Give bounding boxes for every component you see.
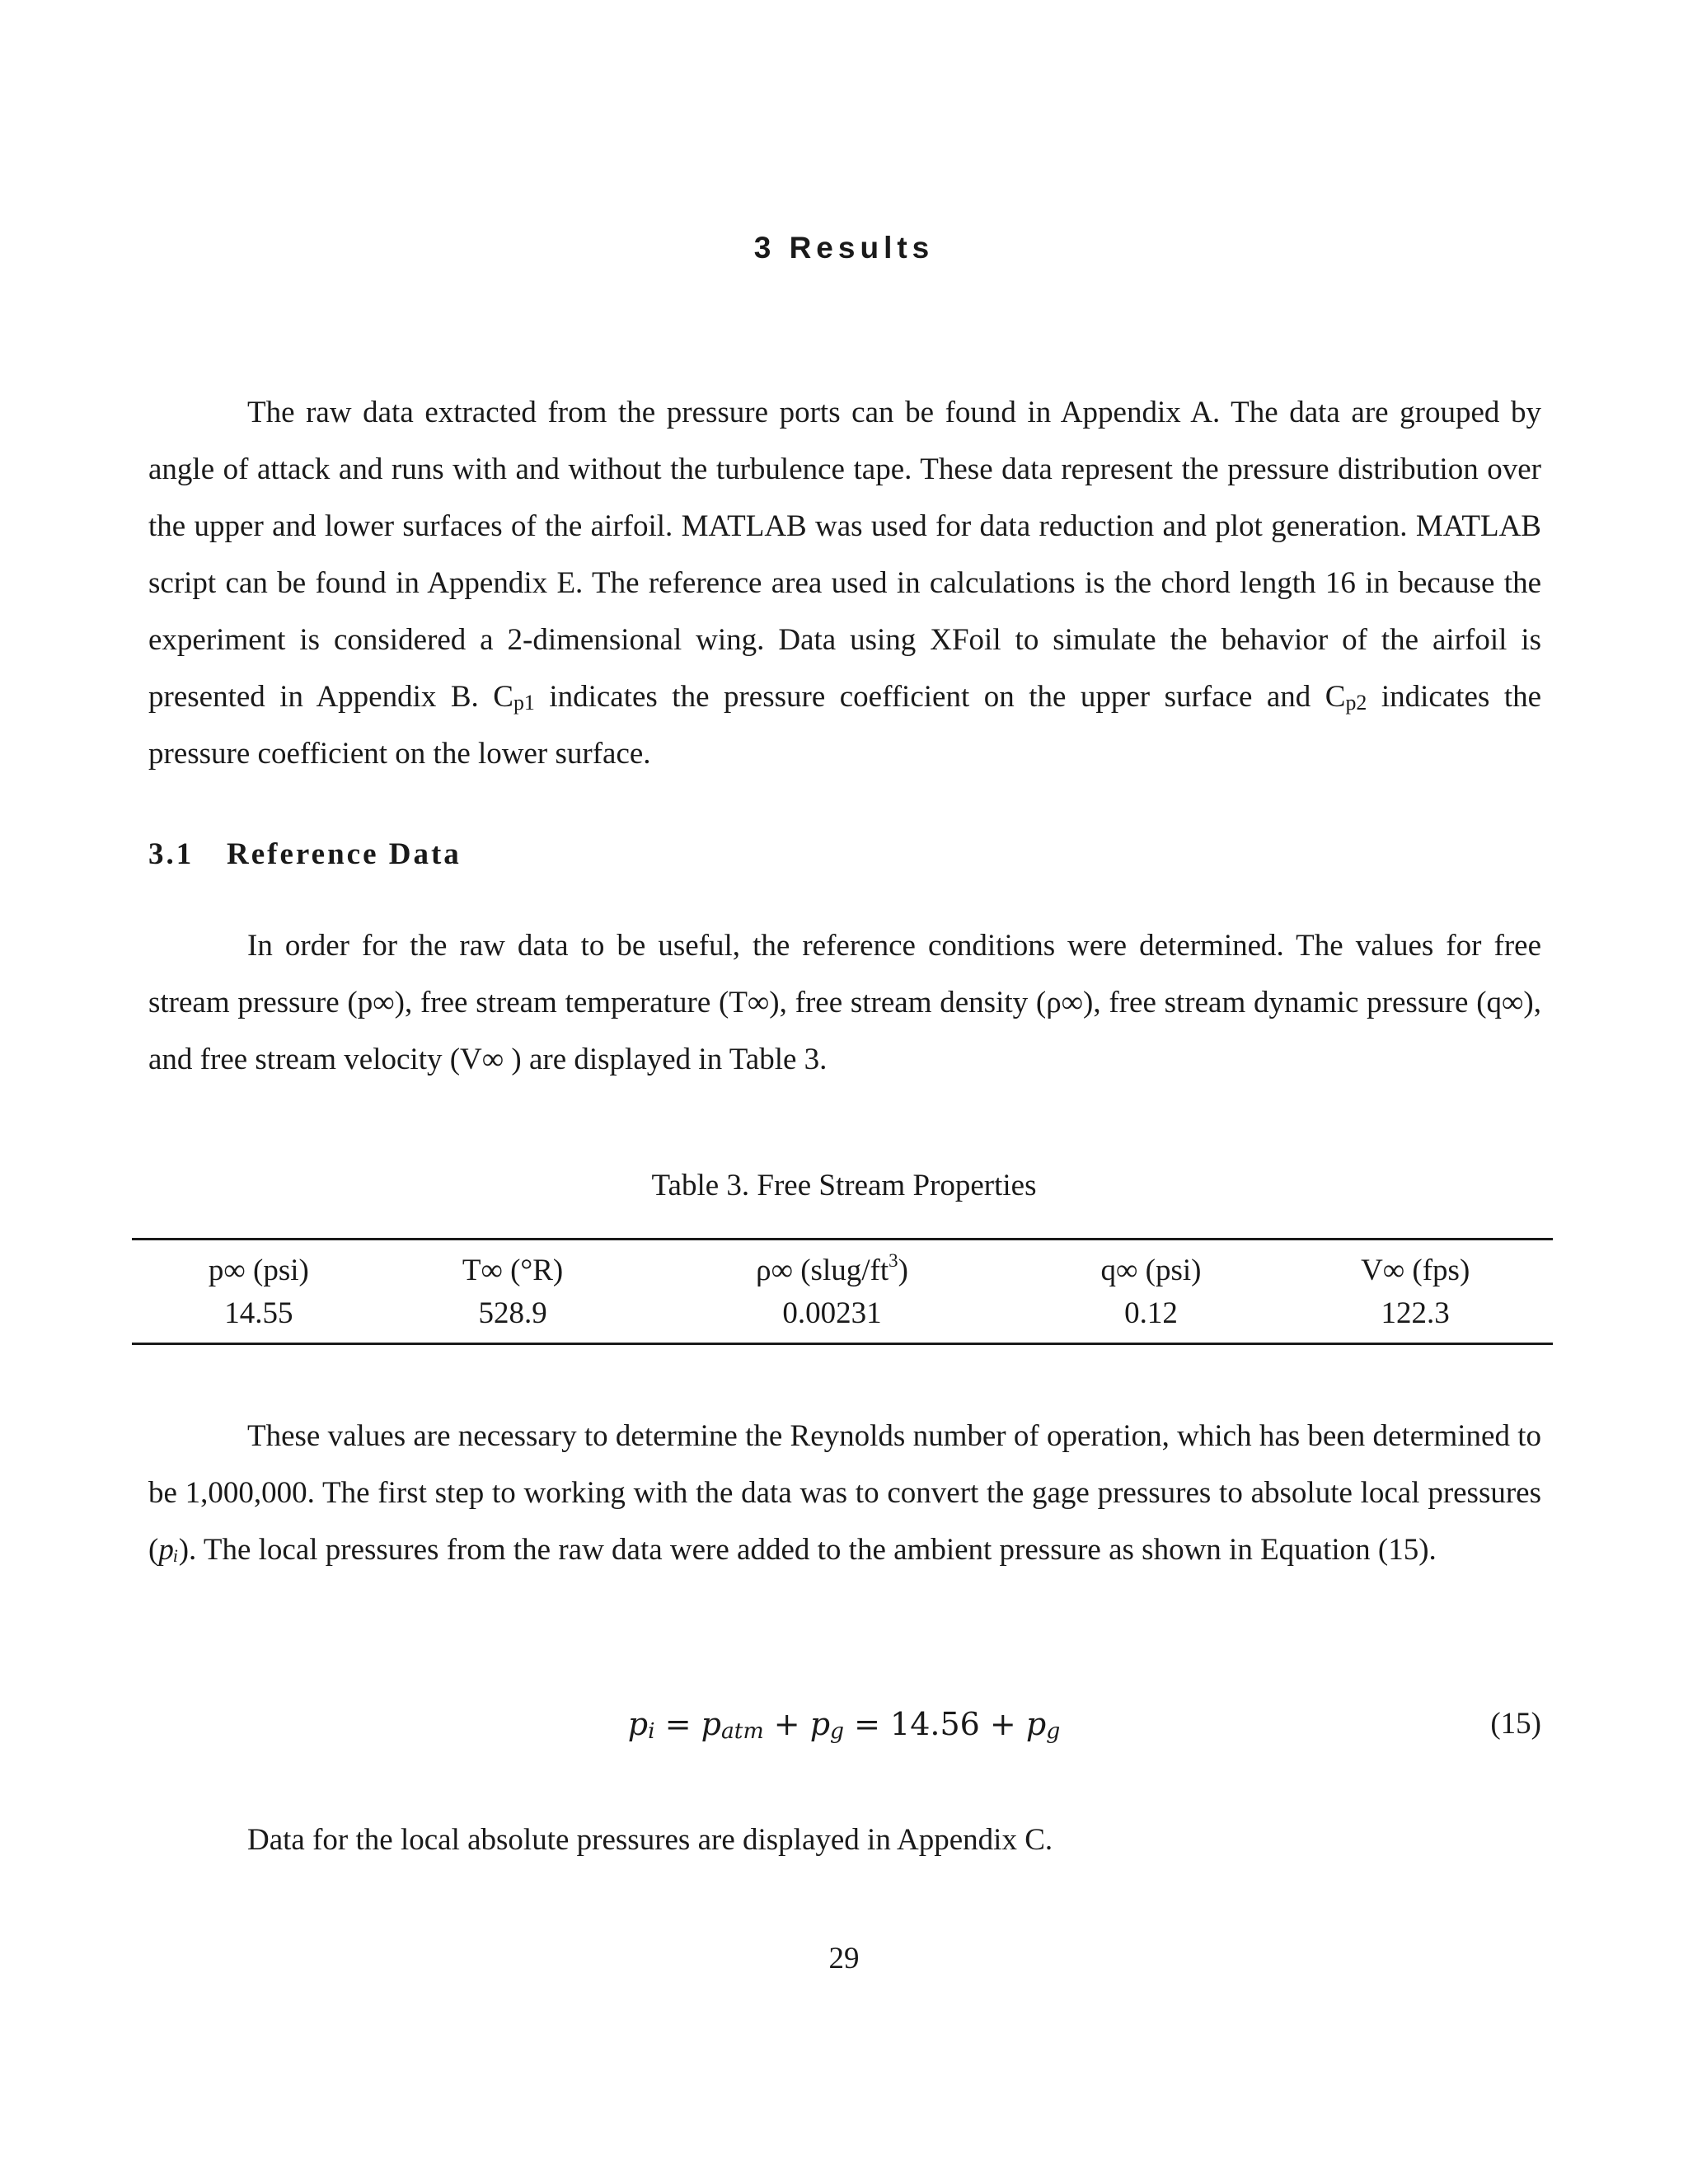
cp1-subscript: p1 xyxy=(513,690,535,715)
table-row xyxy=(132,1291,1553,1334)
cell-pressure: 14.55 xyxy=(224,1296,293,1330)
section-number: 3.1 xyxy=(148,837,195,871)
local-pressure-symbol: pᵢ xyxy=(158,1533,179,1567)
eq-equals-2: = 14.56 + xyxy=(844,1706,1026,1742)
header-dynamic-pressure: q∞ (psi) xyxy=(1100,1253,1202,1287)
paragraph-reynolds xyxy=(148,1408,1541,1578)
header-temperature: T∞ (°R) xyxy=(462,1253,564,1287)
eq-lhs: p xyxy=(627,1706,649,1742)
cp1-text: indicates the pressure coefficient on the upper surface and xyxy=(549,680,1311,714)
eq-term-g-sub: g xyxy=(830,1718,845,1744)
equation-number: (15) xyxy=(1490,1707,1541,1741)
eq-term-atm-sub: atm xyxy=(720,1718,764,1744)
eq-term-atm: p xyxy=(701,1706,721,1742)
eq-term-g: p xyxy=(809,1706,831,1742)
cell-velocity: 122.3 xyxy=(1381,1296,1450,1330)
reference-text: In order for the raw data to be useful, the reference conditions were determined. The values for free stream pressure (p∞), free stream temperature (T∞), free stream density (ρ∞), free stream dynamic pressure (q∞), and free stream velocity (V∞ ) are displayed in Table 3. xyxy=(148,929,1541,1076)
eq-term-g2: p xyxy=(1025,1706,1047,1742)
cell-dynamic-pressure: 0.12 xyxy=(1124,1296,1178,1330)
reynolds-text-a: These values are necessary to determine the Reynolds number of operation, which has been determined to be 1,000,000. The first step to working with the data was to convert the gage pressures to absolute local pressures ( xyxy=(148,1419,1541,1567)
cp2-subscript: p2 xyxy=(1345,690,1367,715)
table-header-row xyxy=(132,1249,1553,1291)
paragraph-reference xyxy=(148,917,1541,1088)
paragraph-appendix xyxy=(148,1811,1541,1868)
page-number: 29 xyxy=(828,1942,860,1975)
header-density-label: ρ∞ (slug/ft xyxy=(756,1253,889,1287)
eq-equals-1: = xyxy=(654,1706,701,1742)
table-grid xyxy=(132,1249,1553,1334)
header-density-exponent: 3 xyxy=(889,1249,898,1271)
header-pressure: p∞ (psi) xyxy=(208,1253,309,1287)
eq-lhs-sub: i xyxy=(648,1718,655,1744)
header-density-close: ) xyxy=(898,1253,908,1287)
section-heading xyxy=(148,837,462,872)
chapter-heading: 3 Results xyxy=(753,231,935,265)
header-velocity: V∞ (fps) xyxy=(1361,1253,1470,1287)
eq-plus: + xyxy=(763,1706,810,1742)
free-stream-table xyxy=(132,1238,1553,1345)
cp2-symbol: C xyxy=(1325,680,1346,714)
cp2-text: indicates the pressure coefficient on the lower surface. xyxy=(148,680,1542,771)
table-caption: Table 3. Free Stream Properties xyxy=(651,1169,1037,1202)
eq-term-g2-sub: g xyxy=(1046,1718,1061,1744)
reynolds-text-b: ). The local pressures from the raw data were added to the ambient pressure as shown in Equation (15). xyxy=(178,1533,1437,1567)
intro-text: The raw data extracted from the pressure ports can be found in Appendix A. The data are grouped by angle of attack and runs with and without the turbulence tape. These data represent the pressure distribution over the upper and lower surfaces of the airfoil. MATLAB was used for data reduction and plot generation. MATLAB script can be found in Appendix E. The reference area used in calculations is the chord length 16 in because the experiment is considered a 2-dimensional wing. Data using XFoil to simulate the behavior of the airfoil is presented in Appendix B. xyxy=(148,396,1541,714)
cp1-symbol: C xyxy=(493,680,513,714)
cell-density: 0.00231 xyxy=(782,1296,882,1330)
paragraph-intro xyxy=(148,384,1541,782)
cell-temperature: 528.9 xyxy=(478,1296,547,1330)
appendix-text: Data for the local absolute pressures are displayed in Appendix C. xyxy=(247,1823,1053,1857)
header-density xyxy=(640,1249,1024,1291)
equation-15 xyxy=(0,1706,1688,1742)
section-title: Reference Data xyxy=(227,837,462,871)
